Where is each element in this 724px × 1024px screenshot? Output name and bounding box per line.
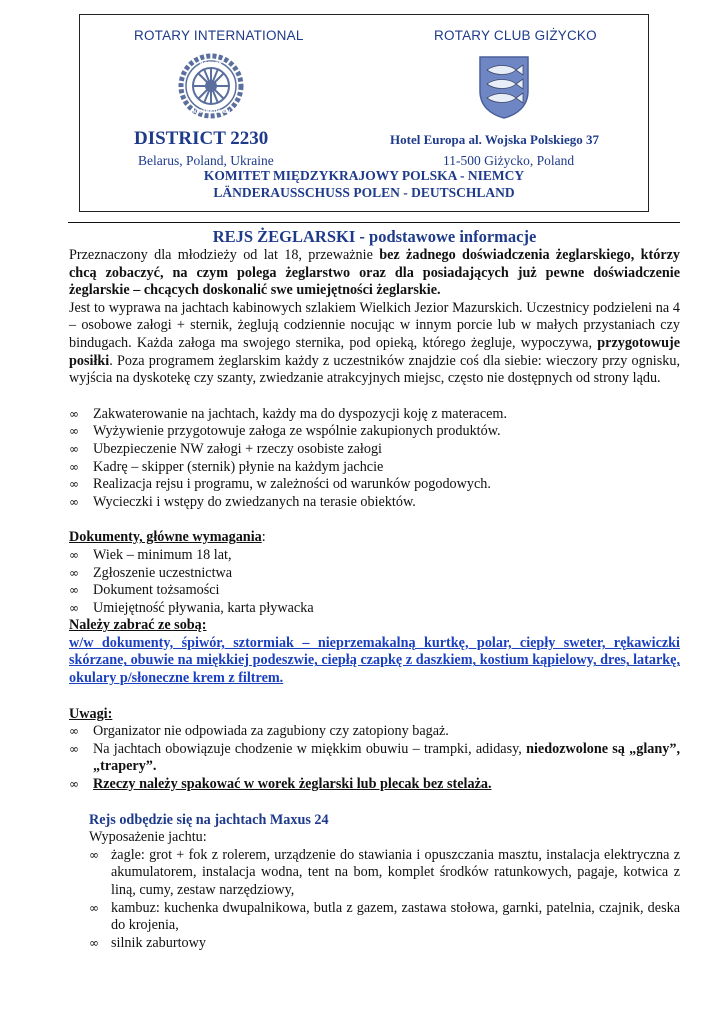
infinity-bullet-icon: ∞ bbox=[69, 777, 79, 792]
infinity-bullet-icon: ∞ bbox=[69, 547, 79, 562]
equipment-text: żagle: grot + fok z rolerem, urządzenie do stawiania i opuszczania masztu, instalacja elektryczna z akumulatorem, instalacja wodna, tent na bom, komplet środków ratunkowych, pagaje, kotwica z liną, cumy, zestaw narzędziowy, bbox=[111, 846, 680, 898]
page-title: REJS ŻEGLARSKI - podstawowe informacje bbox=[212, 227, 537, 246]
infinity-bullet-icon: ∞ bbox=[69, 565, 79, 580]
description-part2: . Poza programem żeglarskim każdy z uczestników znajdzie coś dla siebie: wieczory przy ognisku, wyjścia na dyskotekę czy szanty, zwiedzanie atrakcyjnych miejsc, często nie dostępnych od strony lądu. bbox=[69, 352, 680, 387]
list-item bbox=[69, 459, 680, 477]
infinity-bullet-icon: ∞ bbox=[69, 583, 79, 598]
note-text: Rzeczy należy spakować w worek żeglarski lub plecak bez stelaża. bbox=[93, 776, 492, 793]
hotel-address: Hotel Europa al. Wojska Polskiego 37 bbox=[390, 132, 599, 147]
document-text: Dokument tożsamości bbox=[93, 582, 220, 599]
header-divider bbox=[68, 222, 680, 223]
infinity-bullet-icon: ∞ bbox=[69, 441, 79, 456]
club-city: 11-500 Giżycko, Poland bbox=[443, 153, 575, 168]
infinity-bullet-icon: ∞ bbox=[69, 459, 79, 474]
org-right: ROTARY CLUB GIŻYCKO bbox=[434, 28, 597, 43]
list-item bbox=[69, 423, 680, 441]
feature-text: Ubezpieczenie NW załogi + rzeczy osobiste załogi bbox=[93, 440, 382, 457]
document-body bbox=[69, 227, 680, 952]
list-item bbox=[69, 741, 680, 776]
documents-heading-text: Dokumenty, główne wymagania bbox=[69, 529, 262, 546]
documents-heading-colon: : bbox=[261, 529, 266, 546]
list-item bbox=[69, 776, 680, 794]
list-item bbox=[69, 476, 680, 494]
bring-list-text: w/w dokumenty, śpiwór, sztormiak – nieprzemakalną kurtkę, polar, ciepły sweter, rękawiczki skórzane, obuwie na miękkiej podeszwie, ciepłą czapkę z daszkiem, kostium kąpielowy, dres, latarkę, okulary p/słoneczne krem z filtrem. bbox=[69, 634, 680, 687]
description-paragraph bbox=[69, 300, 680, 388]
features-list bbox=[69, 406, 680, 512]
feature-text: Wyżywienie przygotowuje załoga ze wspólnie zakupionych produktów. bbox=[93, 423, 501, 440]
feature-text: Realizacja rejsu i programu, w zależności od warunków pogodowych. bbox=[93, 476, 491, 493]
committee-de: LÄNDERAUSSCHUSS POLEN - DEUTSCHLAND bbox=[213, 185, 515, 200]
list-item bbox=[69, 565, 680, 583]
description-part1: Jest to wyprawa na jachtach kabinowych szlakiem Wielkich Jezior Mazurskich. Uczestnicy podzieleni na 4 – osobowe załogi + sternik, żeglują codziennie nocując w innym porcie lub w małych przystaniach czy bindugach. Każda załoga ma swojego sternika, pod opieką, którego żegluje, wypoczywa, bbox=[69, 299, 680, 351]
infinity-bullet-icon: ∞ bbox=[89, 935, 99, 950]
equipment-text: silnik zaburtowy bbox=[111, 934, 206, 951]
note-bold-text: niedozwolone są „glany”, „trapery”. bbox=[93, 740, 680, 775]
yacht-heading: Rejs odbędzie się na jachtach Maxus 24 bbox=[89, 811, 329, 828]
equipment-text: kambuz: kuchenka dwupalnikowa, butla z gazem, zastawa stołowa, garnki, patelnia, czajnik, deska do krojenia, bbox=[111, 899, 680, 934]
infinity-bullet-icon: ∞ bbox=[69, 741, 79, 756]
infinity-bullet-icon: ∞ bbox=[89, 900, 99, 915]
intro-paragraph bbox=[69, 247, 680, 300]
list-item bbox=[89, 847, 680, 900]
yacht-section bbox=[69, 829, 680, 952]
org-left: ROTARY INTERNATIONAL bbox=[134, 28, 304, 43]
list-item bbox=[89, 900, 680, 935]
notes-list bbox=[69, 723, 680, 793]
infinity-bullet-icon: ∞ bbox=[69, 424, 79, 439]
infinity-bullet-icon: ∞ bbox=[69, 600, 79, 615]
list-item bbox=[69, 441, 680, 459]
intro-bold: bez żadnego doświadczenia żeglarskiego, którzy chcą zobaczyć, na czym polega żeglarstwo oraz dla posiadających już pewne doświadczenie żeglarskie – chcących doskonalić swe umiejętności żeglarskie. bbox=[69, 247, 681, 299]
letterhead bbox=[79, 14, 649, 212]
document-text: Wiek – minimum 18 lat, bbox=[93, 546, 232, 563]
list-item bbox=[69, 582, 680, 600]
list-item bbox=[89, 935, 680, 953]
svg-text:ROTARY: ROTARY bbox=[199, 61, 223, 68]
note-text: Organizator nie odpowiada za zagubiony czy zatopiony bagaż. bbox=[93, 723, 449, 740]
committee-pl: KOMITET MIĘDZYKRAJOWY POLSKA - NIEMCY bbox=[203, 168, 525, 183]
documents-heading bbox=[69, 529, 680, 547]
document-text: Zgłoszenie uczestnictwa bbox=[93, 564, 233, 581]
infinity-bullet-icon: ∞ bbox=[69, 477, 79, 492]
equipment-list bbox=[89, 847, 680, 953]
note-text: Na jachtach obowiązuje chodzenie w miękkim obuwiu – trampki, adidasy, bbox=[93, 740, 527, 757]
gizycko-crest-logo bbox=[478, 55, 530, 119]
infinity-bullet-icon: ∞ bbox=[69, 406, 79, 421]
rotary-wheel-logo bbox=[178, 53, 244, 119]
documents-list bbox=[69, 547, 680, 617]
list-item bbox=[69, 600, 680, 618]
district-label: DISTRICT 2230 bbox=[134, 128, 269, 149]
feature-text: Kadrę – skipper (sternik) płynie na każdym jachcie bbox=[93, 458, 384, 475]
infinity-bullet-icon: ∞ bbox=[69, 494, 79, 509]
description-bold: przygotowuje posiłki bbox=[69, 334, 680, 369]
district-countries: Belarus, Poland, Ukraine bbox=[138, 153, 274, 168]
list-item bbox=[69, 723, 680, 741]
list-item bbox=[69, 547, 680, 565]
notes-heading: Uwagi: bbox=[69, 705, 113, 722]
feature-text: Wycieczki i wstępy do zwiedzanych na terasie obiektów. bbox=[93, 493, 416, 510]
infinity-bullet-icon: ∞ bbox=[89, 847, 99, 862]
bring-heading: Należy zabrać ze sobą: bbox=[69, 617, 207, 634]
list-item bbox=[69, 406, 680, 424]
document-text: Umiejętność pływania, karta pływacka bbox=[93, 599, 314, 616]
intro-lead: Przeznaczony dla młodzieży od lat 18, przeważnie bbox=[69, 247, 380, 263]
equipment-label: Wyposażenie jachtu: bbox=[89, 829, 207, 846]
list-item bbox=[69, 494, 680, 512]
feature-text: Zakwaterowanie na jachtach, każdy ma do dyspozycji koję z materacem. bbox=[93, 405, 508, 422]
infinity-bullet-icon: ∞ bbox=[69, 724, 79, 739]
svg-text:INTERNATIONAL: INTERNATIONAL bbox=[190, 110, 232, 115]
